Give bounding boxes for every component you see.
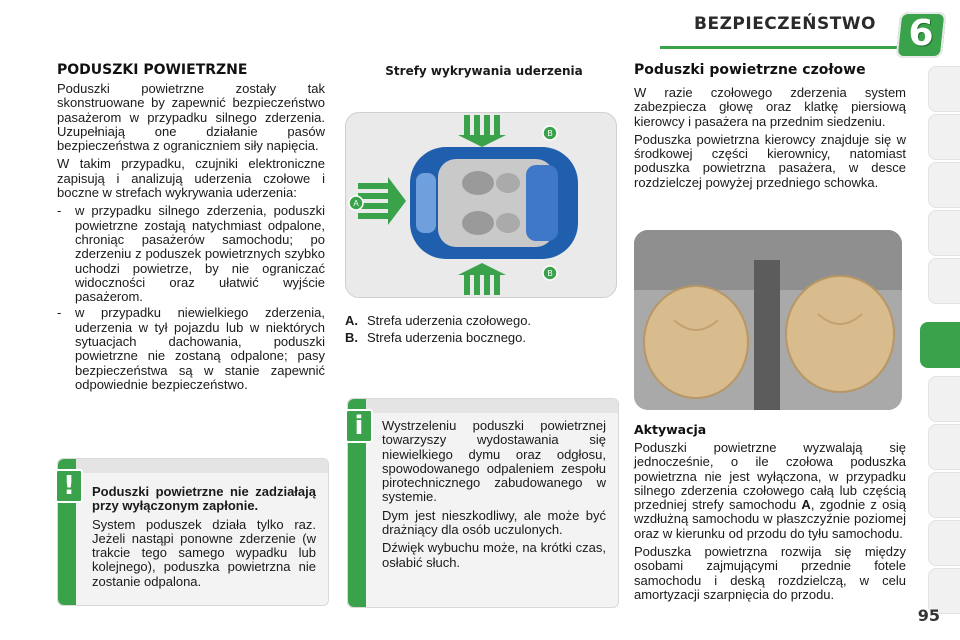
intro-paragraph: Poduszki powietrzne zostały tak skonstruowane by zapewnić bezpieczeństwo pasażerom w przypadku silnego zderzenia. Uzupełniają one działanie pasów bezpieczeństwa z ograniczniem siły napięcia. — [57, 81, 325, 154]
marker-a-label: A — [353, 199, 359, 208]
side-tab-8 — [928, 424, 960, 470]
activation-heading: Aktywacja — [634, 422, 707, 437]
marker-b-top-label: B — [547, 129, 553, 138]
marker-b-bottom-label: B — [547, 269, 553, 278]
bullet-strong-impact — [57, 204, 325, 304]
legend-item-a — [345, 312, 615, 329]
frontal-airbags-heading: Poduszki powietrzne czołowe — [634, 62, 866, 78]
deployed-airbags-illustration — [634, 230, 902, 410]
info-box — [347, 398, 619, 608]
warning-icon: ! — [55, 469, 83, 503]
legend-text: Strefa uderzenia czołowego. — [367, 313, 532, 328]
windshield — [416, 173, 436, 233]
legend-text: Strefa uderzenia bocznego. — [367, 330, 526, 345]
side-tab-10 — [928, 520, 960, 566]
info-box-content — [382, 419, 606, 574]
info-box-header — [366, 399, 618, 413]
side-tab-3 — [928, 162, 960, 208]
legend-key: B. — [345, 330, 358, 345]
warning-box-header — [76, 459, 328, 473]
bullet-dash: - — [57, 203, 62, 219]
activation-paragraph — [634, 441, 906, 541]
bullet-text: w przypadku niewielkiego zderzenia, uderzenia w tył pojazdu lub w niektórych sytuacjach dachowania, poduszki powietrzne nie zostaną odpalone; pasy bezpieczeństwa są w stanie zapewnić odpowiednie bezpieczeństwo. — [75, 305, 325, 392]
warning-box — [57, 458, 329, 606]
section-heading: PODUSZKI POWIETRZNE — [57, 62, 248, 78]
chapter-title: BEZPIECZEŃSTWO — [694, 14, 876, 34]
side-impact-arrows-top — [458, 115, 506, 147]
activation-text-pre: Poduszki powietrzne wyzwalają się jednocześnie, o ile czołowa poduszka powietrzna nie jest wyłączona, w przypadku silnego zderzenia czołowego całą lub częścią przedniej strefy samochodu — [634, 440, 906, 513]
bullet-weak-impact — [57, 306, 325, 392]
left-column — [57, 82, 325, 394]
seat-rear-left — [496, 173, 520, 193]
right-column-bottom — [634, 422, 906, 606]
warning-box-content — [92, 485, 316, 593]
frontal-paragraph-1: W razie czołowego zderzenia system zabezpiecza głowę oraz klatkę piersiową kierowcy i pasażera na przednim siedzeniu. — [634, 85, 906, 129]
legend-key: A. — [345, 313, 358, 328]
figure-legend — [345, 312, 615, 346]
side-tab-active — [920, 322, 960, 368]
info-paragraph-1: Wystrzeleniu poduszki powietrznej towarzyszy wydostawania się niewielkiego dymu oraz odgłosu, spowodowanego odpaleniem zespołu pirotechnicznego zabudowanego w systemie. — [382, 418, 606, 505]
legend-item-b — [345, 329, 615, 346]
frontal-paragraph-2: Poduszka powietrzna kierowcy znajduje się w środkowej części kierownicy, natomiast poduszka powietrzna pasażera, w desce rozdzielczej powyżej przedniego schowka. — [634, 131, 906, 190]
warning-text: System poduszek działa tylko raz. Jeżeli nastąpi ponowne zderzenie (w trakcie tego samego wypadku lub kolejnego), poduszka powietrzna nie zostanie odpalona. — [92, 516, 316, 589]
header-rule — [660, 46, 910, 49]
driver-airbag — [644, 286, 748, 398]
bullet-text: w przypadku silnego zderzenia, poduszki powietrzne zostają natychmiast odpalone, chroniąc pasażerów samochodu; po zderzeniu z poduszek powietrznych szybko uchodzi powietrze, by nie ograniczać widoczności oraz ułatwić wyjście pasażerom. — [75, 203, 325, 305]
center-pillar — [754, 260, 780, 410]
car-rear-deck — [526, 165, 558, 241]
seat-front-right — [462, 211, 494, 235]
side-tab-1 — [928, 66, 960, 112]
side-tab-9 — [928, 472, 960, 518]
seat-rear-right — [496, 213, 520, 233]
seat-front-left — [462, 171, 494, 195]
impact-zones-figure — [345, 112, 617, 298]
car-topview-illustration — [346, 113, 616, 297]
front-impact-arrows — [358, 177, 406, 225]
info-paragraph-2: Dym jest nieszkodliwy, ale może być drażniący dla osób uczulonych. — [382, 507, 606, 538]
side-tab-2 — [928, 114, 960, 160]
bullet-dash: - — [57, 305, 62, 321]
right-column-top — [634, 86, 906, 194]
side-tab-7 — [928, 376, 960, 422]
warning-title: Poduszki powietrzne nie zadziałają przy wyłączonym zapłonie. — [92, 484, 316, 514]
side-tab-5 — [928, 258, 960, 304]
side-tab-4 — [928, 210, 960, 256]
airbags-photo — [634, 230, 902, 410]
page-number: 95 — [917, 606, 940, 625]
info-paragraph-3: Dźwięk wybuchu może, na krótki czas, osłabić słuch. — [382, 540, 606, 570]
sensor-paragraph: W takim przypadku, czujniki elektroniczne zapisują i analizują uderzenia czołowe i boczne w strefach wykrywania uderzenia: — [57, 156, 325, 201]
info-icon: i — [345, 409, 373, 443]
deployment-paragraph: Poduszka powietrzna rozwija się między osobami zajmującymi przednie fotele samochodu i deską rozdzielczą, w celu amortyzacji szarpnięcia do przodu. — [634, 544, 906, 602]
passenger-airbag — [786, 276, 894, 392]
figure-caption: Strefy wykrywania uderzenia — [385, 64, 583, 78]
activation-text-post: , zgodnie z osią wzdłużną samochodu w płaszczyźnie poziomej oraz w kierunku od przodu do tyłu samochodu. — [634, 497, 906, 541]
chapter-number: 6 — [908, 13, 934, 54]
side-impact-arrows-bottom — [458, 263, 506, 295]
activation-zone-letter: A — [801, 497, 811, 513]
